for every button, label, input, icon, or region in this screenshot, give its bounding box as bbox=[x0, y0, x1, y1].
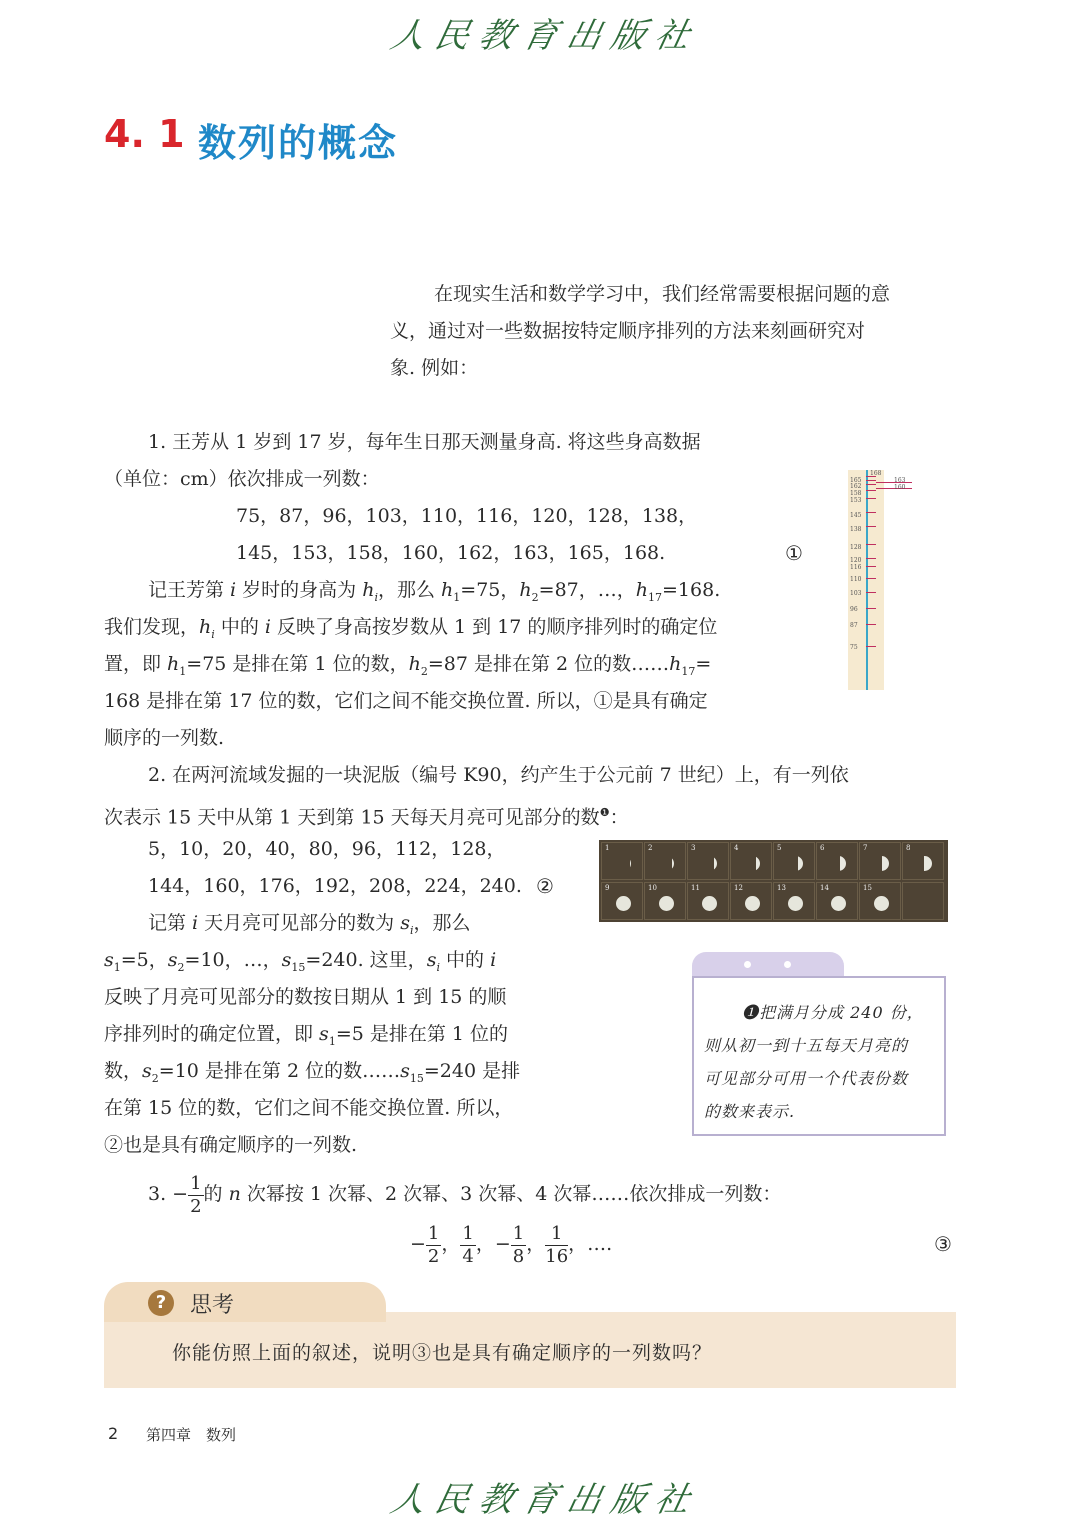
ruler-side-label: 160 bbox=[894, 484, 906, 491]
moon-day-number: 8 bbox=[906, 844, 911, 852]
ex2-para-line-2: $s_1=5$，$s_2=10$，…，$s_{15}=240$. 这里，$s_i$ 中的 i bbox=[104, 949, 497, 974]
moon-day-number: 4 bbox=[734, 844, 739, 852]
tab-dot bbox=[744, 961, 751, 968]
ex2-para-line-4: 序排列时的确定位置，即 $s_1=5$ 是排在第 1 位的 bbox=[104, 1023, 509, 1048]
ruler-bar bbox=[866, 470, 868, 690]
ruler-tick bbox=[866, 512, 876, 513]
moon-day-cell bbox=[644, 882, 686, 920]
intro-line-3: 象. 例如： bbox=[390, 357, 479, 379]
moon-icon bbox=[788, 856, 803, 871]
moon-icon bbox=[616, 856, 631, 871]
moon-day-cell bbox=[859, 882, 901, 920]
moon-day-number: 11 bbox=[691, 884, 700, 892]
think-title: 思考 bbox=[190, 1293, 235, 1318]
moon-day-number: 12 bbox=[734, 884, 743, 892]
think-tab bbox=[104, 1282, 386, 1322]
ex2-mark: ② bbox=[536, 874, 554, 898]
ruler-tick bbox=[866, 498, 876, 499]
moon-icon bbox=[831, 856, 846, 871]
publisher-watermark-top: 人民教育出版社 bbox=[387, 16, 704, 56]
ex1-mark: ① bbox=[785, 541, 803, 565]
moon-day-cell bbox=[687, 842, 729, 880]
intro-line-2: 义，通过对一些数据按特定顺序排列的方法来刻画研究对 bbox=[390, 320, 866, 342]
footnote-line-3: 可见部分可用一个代表份数 bbox=[704, 1069, 909, 1088]
publisher-watermark-bottom: 人民教育出版社 bbox=[387, 1480, 704, 1520]
footnote-line-2: 则从初一到十五每天月亮的 bbox=[704, 1036, 909, 1055]
ex1-para-line-2: 我们发现，$h_i$ 中的 i 反映了身高按岁数从 1 到 17 的顺序排列时的确定位 bbox=[104, 616, 718, 641]
ruler-tick bbox=[866, 578, 876, 579]
moon-day-cell bbox=[902, 842, 944, 880]
moon-icon bbox=[917, 856, 932, 871]
ex2-line-1: 2. 在两河流域发掘的一块泥版（编号 K90，约产生于公元前 7 世纪）上，有一列依 bbox=[148, 764, 849, 786]
ex1-para-line-3: 置，即 $h_1=75$ 是排在第 1 位的数，$h_2=87$ 是排在第 2 位的数$\dots\dots h_{17}=$ bbox=[104, 653, 712, 678]
moon-day-number: 2 bbox=[648, 844, 653, 852]
ruler-tick bbox=[866, 526, 876, 527]
moon-icon bbox=[702, 896, 717, 911]
ruler-label: 75 bbox=[850, 644, 858, 651]
ex2-para-line-6: 在第 15 位的数，它们之间不能交换位置. 所以， bbox=[104, 1097, 514, 1119]
moon-day-cell bbox=[902, 882, 944, 920]
fraction: $\frac{1}{2}$ bbox=[190, 1172, 202, 1217]
ex2-seq-1: 5，10，20，40，80，96，112，128， bbox=[148, 838, 506, 860]
moon-icon bbox=[874, 896, 889, 911]
moon-day-number: 6 bbox=[820, 844, 825, 852]
ex3-mark: ③ bbox=[934, 1232, 952, 1256]
ruler-label: 87 bbox=[850, 622, 858, 629]
ex3-line-1: 3. − $\frac{1}{2}$ 的 n 次幂按 1 次幂、2 次幂、3 次幂、4 次幂……依次排成一列数： bbox=[148, 1172, 782, 1217]
moon-day-cell bbox=[773, 842, 815, 880]
ex3-sequence: − $\frac{1}{2}$ ， $\frac{1}{4}$ ，− $\frac{1}{8}$ ， $\frac{1}{16}$ ，…. bbox=[410, 1222, 613, 1267]
footnote-box bbox=[692, 976, 946, 1136]
ex1-line-1: 1. 王芳从 1 岁到 17 岁，每年生日那天测量身高. 将这些身高数据 bbox=[148, 431, 701, 453]
moon-icon bbox=[788, 896, 803, 911]
moon-day-cell bbox=[816, 842, 858, 880]
moon-day-cell bbox=[730, 882, 772, 920]
ex1-para-line-5: 顺序的一列数. bbox=[104, 727, 225, 749]
moon-day-number: 10 bbox=[648, 884, 657, 892]
ruler-side-label: 163 bbox=[894, 477, 906, 484]
moon-day-number: 14 bbox=[820, 884, 829, 892]
intro-line-1: 在现实生活和数学学习中，我们经常需要根据问题的意 bbox=[434, 283, 891, 305]
ruler-tick bbox=[866, 646, 876, 647]
moon-icon bbox=[831, 896, 846, 911]
ex2-para-line-3: 反映了月亮可见部分的数按日期从 1 到 15 的顺 bbox=[104, 986, 507, 1008]
moon-icon bbox=[616, 896, 631, 911]
ruler-label: 153 bbox=[850, 497, 862, 504]
moon-icon bbox=[874, 856, 889, 871]
moon-day-cell bbox=[816, 882, 858, 920]
question-icon: ? bbox=[148, 1290, 174, 1316]
ruler-tick bbox=[866, 558, 876, 559]
moon-day-cell bbox=[859, 842, 901, 880]
fraction: $\frac{1}{4}$ bbox=[462, 1222, 474, 1267]
ex1-seq-2: 145，153，158，160，162，163，165，168. bbox=[236, 542, 666, 564]
ruler-label: 165 bbox=[850, 477, 862, 484]
ruler-label: 162 bbox=[850, 483, 862, 490]
ruler-tick bbox=[866, 592, 876, 593]
ruler-label: 145 bbox=[850, 512, 862, 519]
ex2-para-line-7: ②也是具有确定顺序的一列数. bbox=[104, 1134, 358, 1156]
ex1-para-line-1: 记王芳第 i 岁时的身高为 $h_i$，那么 $h_1=75$，$h_2=87$，…，$h_{17}=168$. bbox=[148, 579, 721, 604]
ruler-tick bbox=[866, 490, 876, 491]
section-number: 4. 1 bbox=[104, 112, 185, 156]
moon-day-cell bbox=[687, 882, 729, 920]
moon-day-number: 9 bbox=[605, 884, 610, 892]
footnote-line-1: ❶把满月分成 240 份， bbox=[742, 1003, 924, 1022]
ruler-label: 120 bbox=[850, 557, 862, 564]
ruler-label: 110 bbox=[850, 576, 862, 583]
height-ruler-illustration bbox=[848, 470, 906, 690]
ruler-label: 168 bbox=[870, 470, 882, 477]
ex2-seq-2: 144，160，176，192，208，224，240. bbox=[148, 875, 522, 897]
ruler-label: 128 bbox=[850, 544, 862, 551]
ex2-para-line-1: 记第 i 天月亮可见部分的数为 $s_i$，那么 bbox=[148, 912, 471, 937]
moon-day-number: 1 bbox=[605, 844, 610, 852]
think-question: 你能仿照上面的叙述，说明③也是具有确定顺序的一列数吗？ bbox=[172, 1342, 713, 1364]
moon-day-number: 3 bbox=[691, 844, 696, 852]
footnote-line-4: 的数来表示. bbox=[704, 1102, 796, 1121]
ruler-tick bbox=[866, 608, 876, 609]
ex1-seq-1: 75，87，96，103，110，116，120，128，138， bbox=[236, 505, 698, 527]
ruler-tick bbox=[866, 484, 876, 485]
moon-day-cell bbox=[644, 842, 686, 880]
ruler-tick bbox=[866, 480, 876, 481]
ex2-line-2: 次表示 15 天中从第 1 天到第 15 天每天月亮可见部分的数$^❶$： bbox=[104, 806, 629, 829]
moon-day-cell bbox=[601, 882, 643, 920]
moon-phases-illustration bbox=[599, 840, 948, 922]
ruler-label: 103 bbox=[850, 590, 862, 597]
moon-icon bbox=[702, 856, 717, 871]
moon-day-cell bbox=[601, 842, 643, 880]
ruler-tick bbox=[866, 566, 876, 567]
section-title: 数列的概念 bbox=[198, 121, 399, 165]
footnote-tab bbox=[692, 952, 844, 978]
ruler-label: 116 bbox=[850, 564, 862, 571]
ruler-tick bbox=[866, 544, 876, 545]
ruler-tick bbox=[866, 624, 876, 625]
ruler-label: 96 bbox=[850, 606, 858, 613]
ex1-line-2: （单位：cm）依次排成一列数： bbox=[104, 468, 380, 490]
chapter-label: 第四章 数列 bbox=[146, 1426, 237, 1444]
moon-day-number: 5 bbox=[777, 844, 782, 852]
ruler-label: 158 bbox=[850, 490, 862, 497]
ex2-para-line-5: 数，$s_2=10$ 是排在第 2 位的数$\dots\dots s_{15}=240$ 是排 bbox=[104, 1060, 521, 1085]
moon-day-number: 13 bbox=[777, 884, 786, 892]
ex1-para-line-4: 168 是排在第 17 位的数，它们之间不能交换位置. 所以，①是具有确定 bbox=[104, 690, 708, 712]
tab-dot bbox=[784, 961, 791, 968]
fraction: $\frac{1}{16}$ bbox=[545, 1222, 569, 1267]
moon-day-cell bbox=[730, 842, 772, 880]
moon-day-cell bbox=[773, 882, 815, 920]
moon-icon bbox=[745, 896, 760, 911]
moon-icon bbox=[745, 856, 760, 871]
fraction: $\frac{1}{8}$ bbox=[512, 1222, 525, 1267]
fraction: $\frac{1}{2}$ bbox=[427, 1222, 440, 1267]
moon-icon bbox=[659, 896, 674, 911]
moon-icon bbox=[659, 856, 674, 871]
ruler-label: 138 bbox=[850, 526, 862, 533]
moon-day-number: 7 bbox=[863, 844, 868, 852]
moon-day-number: 15 bbox=[863, 884, 872, 892]
page-number: 2 bbox=[108, 1424, 119, 1443]
